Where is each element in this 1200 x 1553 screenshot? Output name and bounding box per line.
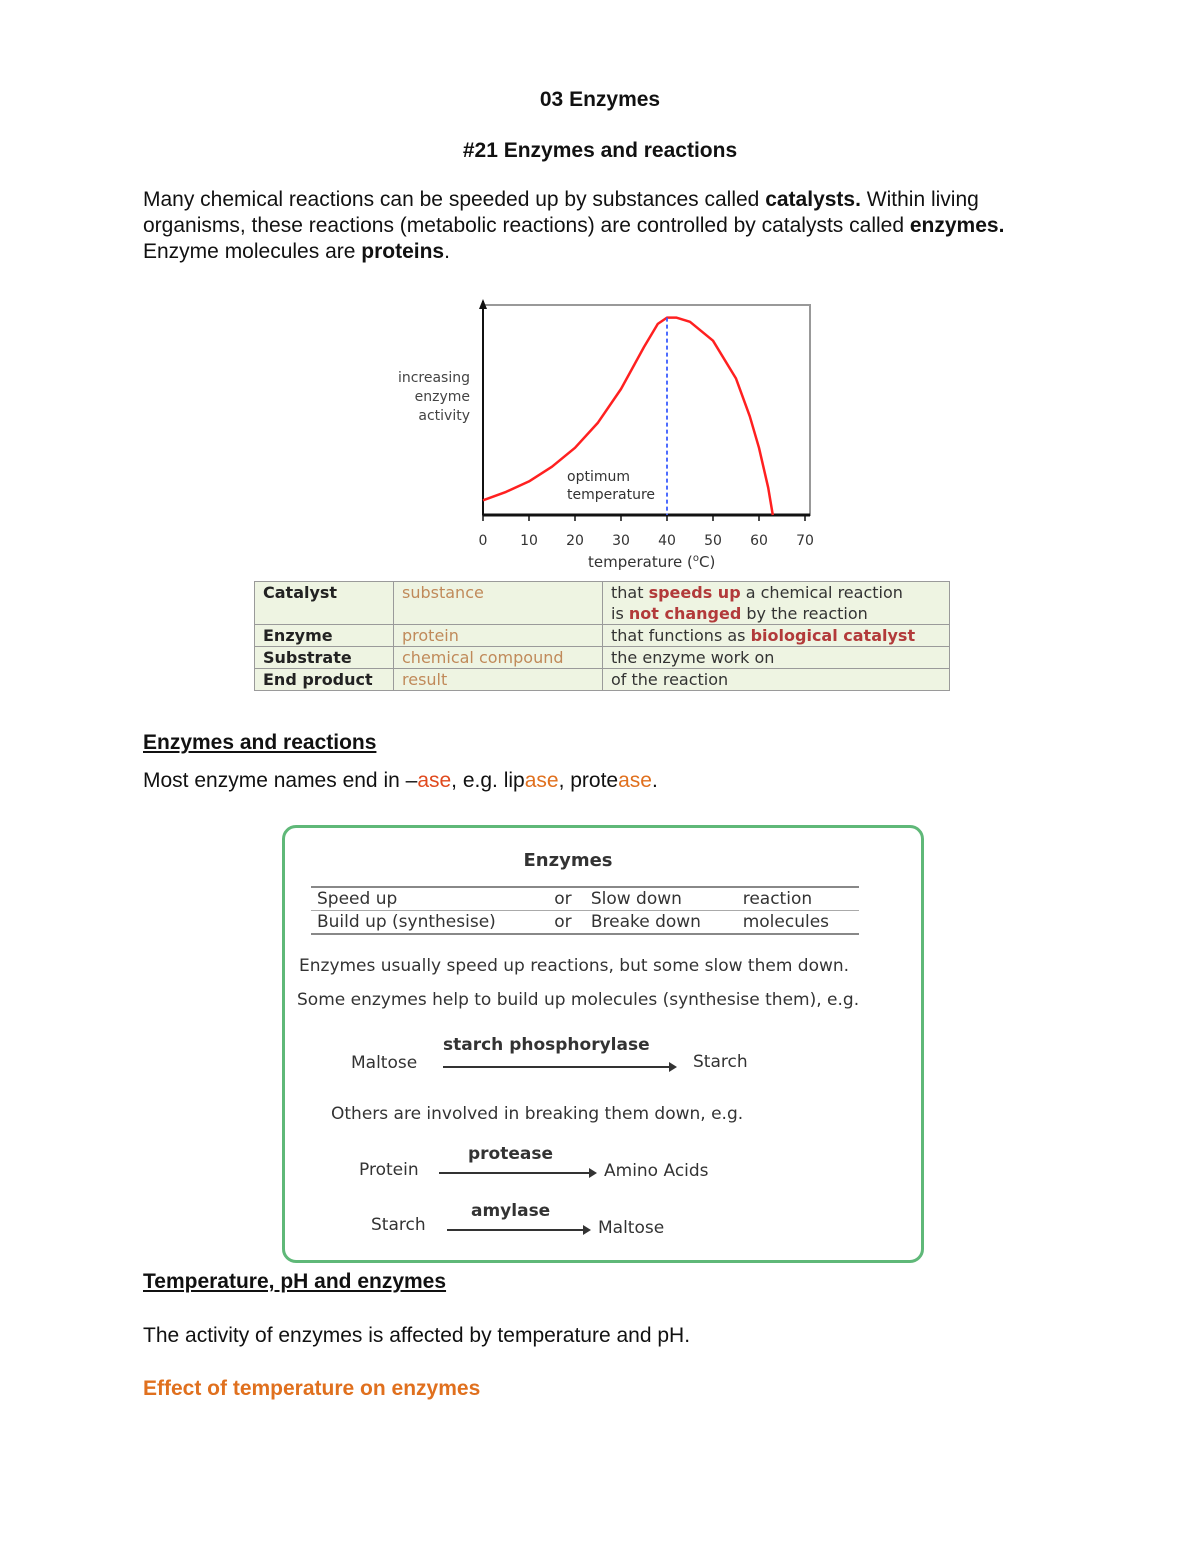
table-row xyxy=(255,625,950,647)
section-title: #21 Enzymes and reactions xyxy=(462,139,738,162)
term-cell: Enzyme xyxy=(255,625,394,647)
arrow-icon xyxy=(443,1066,675,1068)
x-tick-label: 50 xyxy=(704,533,722,549)
table-row xyxy=(255,647,950,669)
box-line-speed: Enzymes usually speed up reactions, but some slow them down. xyxy=(299,956,850,976)
arrow-icon xyxy=(447,1229,589,1231)
desc-cell: that speeds up a chemical reaction is not changed by the reaction xyxy=(603,582,950,625)
table-row xyxy=(255,669,950,691)
chapter-title: 03 Enzymes xyxy=(539,88,661,111)
plot-frame xyxy=(483,305,810,515)
definitions-table xyxy=(254,581,950,691)
x-tick-label: 40 xyxy=(658,533,676,549)
heading-enzymes-reactions: Enzymes and reactions xyxy=(143,731,377,754)
activity-curve xyxy=(483,318,773,515)
reaction-enzyme: protease xyxy=(468,1144,554,1164)
temperature-activity-chart xyxy=(380,295,840,575)
term-catalysts: catalysts. xyxy=(765,188,861,211)
enzyme-names-line: Most enzyme names end in –ase, e.g. lipase, protease. xyxy=(143,769,658,792)
x-tick-label: 0 xyxy=(478,533,488,549)
speed-build-table xyxy=(311,886,859,935)
reaction-to: Maltose xyxy=(598,1218,665,1238)
what-cell: result xyxy=(394,669,603,691)
reaction-from: Protein xyxy=(359,1160,419,1180)
what-cell: chemical compound xyxy=(394,647,603,669)
optimum-label: optimum xyxy=(567,469,630,485)
reaction-enzyme: starch phosphorylase xyxy=(443,1035,650,1055)
desc-cell: that functions as biological catalyst xyxy=(603,625,950,647)
box-line-build: Some enzymes help to build up molecules (synthesise them), e.g. xyxy=(297,990,860,1010)
desc-cell: of the reaction xyxy=(603,669,950,691)
chart-svg xyxy=(380,295,840,575)
table-row xyxy=(255,582,950,625)
arrow-icon xyxy=(439,1172,595,1174)
table-row: Speed up or Slow down reaction xyxy=(311,887,859,911)
reaction-from: Starch xyxy=(371,1215,426,1235)
heading-temperature-ph: Temperature, pH and enzymes xyxy=(143,1270,447,1293)
optimum-label: temperature xyxy=(567,487,655,503)
enzymes-summary-box xyxy=(282,825,924,1263)
x-tick-label: 30 xyxy=(612,533,630,549)
temp-ph-paragraph: The activity of enzymes is affected by temperature and pH. xyxy=(143,1324,691,1347)
reaction-enzyme: amylase xyxy=(471,1201,551,1221)
term-cell: End product xyxy=(255,669,394,691)
y-axis-label: activity xyxy=(418,408,470,424)
table-row: Build up (synthesise) or Breake down molecules xyxy=(311,911,859,935)
term-cell: Substrate xyxy=(255,647,394,669)
x-tick-label: 60 xyxy=(750,533,768,549)
x-axis-label: temperature ($^o$C) xyxy=(588,553,716,571)
x-tick-label: 70 xyxy=(796,533,814,549)
x-tick-label: 10 xyxy=(520,533,538,549)
y-axis-label: enzyme xyxy=(414,389,470,405)
box-title: Enzymes xyxy=(523,850,613,871)
y-axis-label: increasing xyxy=(397,370,470,386)
term-cell: Catalyst xyxy=(255,582,394,625)
x-tick-label: 20 xyxy=(566,533,584,549)
what-cell: protein xyxy=(394,625,603,647)
reaction-from: Maltose xyxy=(351,1053,418,1073)
term-enzymes: enzymes. xyxy=(909,214,1005,237)
heading-effect-temperature: Effect of temperature on enzymes xyxy=(143,1377,481,1400)
what-cell: substance xyxy=(394,582,603,625)
intro-paragraph: Many chemical reactions can be speeded up by substances called catalysts. Within living organisms, these reactions (metabolic reactions) are controlled by catalysts called enzymes. Enzyme molecules are proteins. xyxy=(143,188,1005,263)
reaction-to: Starch xyxy=(693,1052,748,1072)
desc-cell: the enzyme work on xyxy=(603,647,950,669)
reaction-to: Amino Acids xyxy=(604,1161,709,1181)
box-line-break: Others are involved in breaking them down, e.g. xyxy=(331,1104,744,1124)
term-proteins: proteins xyxy=(361,240,445,263)
